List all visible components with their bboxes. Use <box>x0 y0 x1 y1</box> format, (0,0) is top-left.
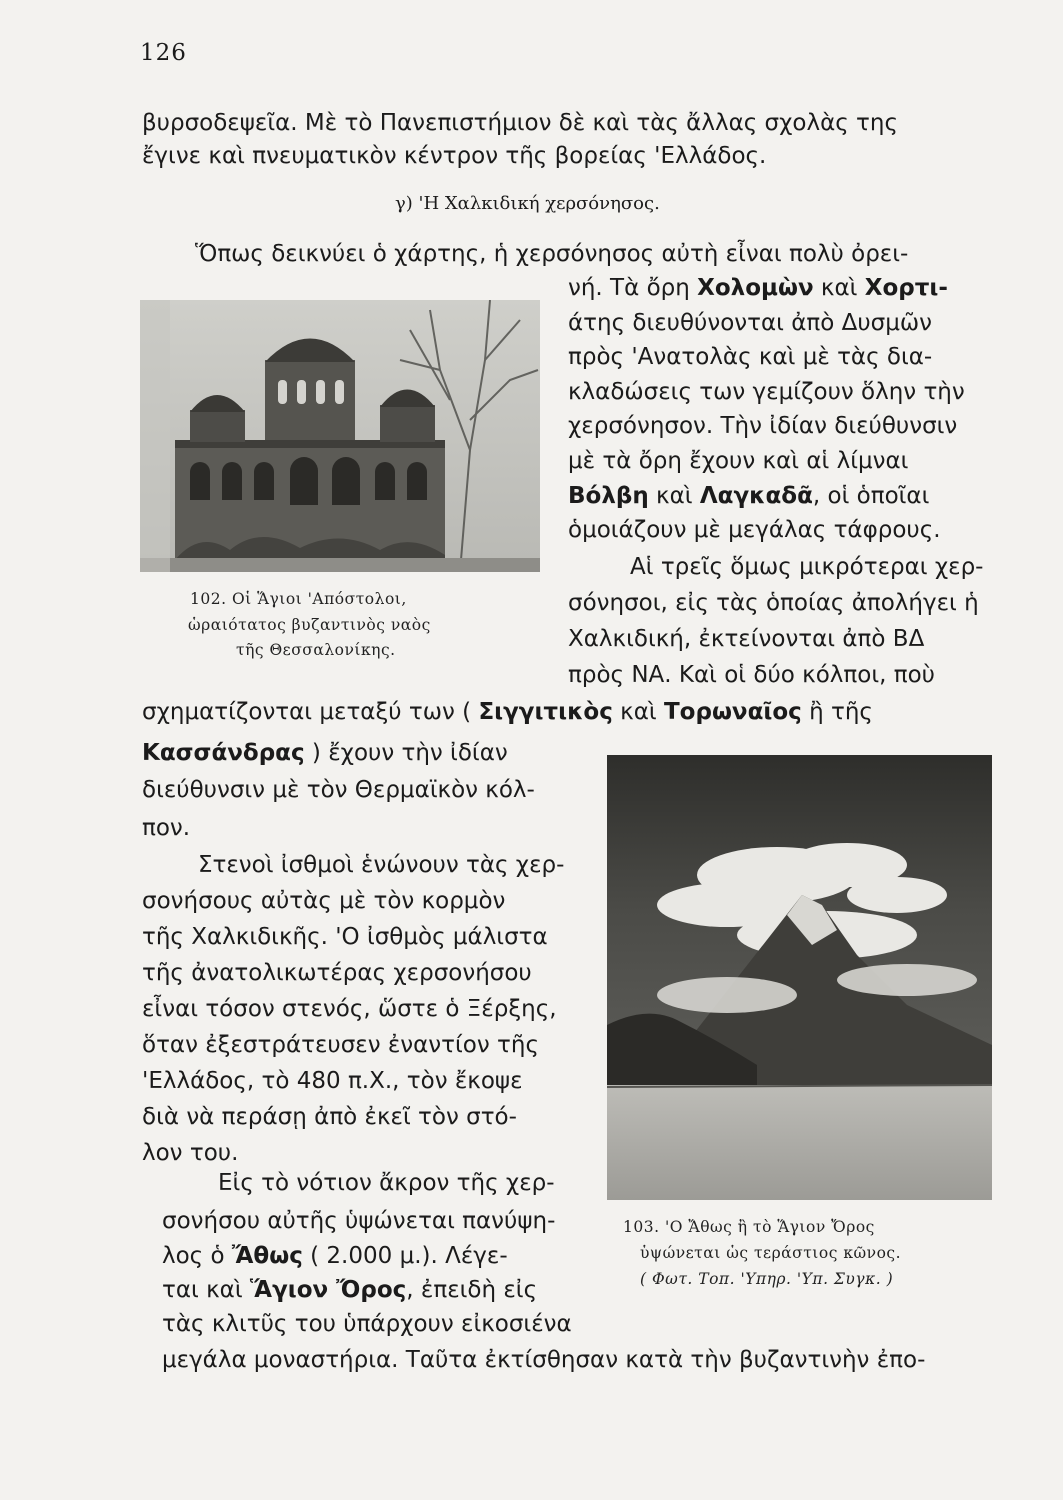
text-line: Χαλκιδική, ἐκτείνονται ἀπὸ ΒΔ <box>568 626 925 652</box>
text-line: Κασσάνδρας ) ἔχουν τὴν ἰδίαν <box>142 740 508 766</box>
text-line: σόνησοι, εἰς τὰς ὁποίας ἀπολήγει ἡ <box>568 590 979 616</box>
text-line: μεγάλα μοναστήρια. Ταῦτα ἐκτίσθησαν κατὰ τὴν βυζαντινὴν ἐπο- <box>162 1347 926 1373</box>
figure-caption: ὑψώνεται ὡς τεράστιος κῶνος. <box>640 1244 902 1262</box>
text-line: άτης διευθύνονται ἀπὸ Δυσμῶν <box>568 310 932 336</box>
text-line: λον του. <box>142 1140 239 1166</box>
text-line: ὁμοιάζουν μὲ μεγάλας τάφρους. <box>568 517 941 543</box>
figure-caption: ὡραιότατος βυζαντινὸς ναὸς <box>188 616 431 634</box>
text-line: ἔγινε καὶ πνευματικὸν κέντρον τῆς βορείας 'Ελλάδος. <box>142 143 767 169</box>
text-line: 'Ελλάδος, τὸ 480 π.Χ., τὸν ἔκοψε <box>142 1068 523 1094</box>
figure-caption: 103. 'Ο Ἄθως ἢ τὸ Ἅγιον Ὄρος <box>623 1218 875 1236</box>
text-line: πον. <box>142 815 191 841</box>
text-line: πρὸς ΝΑ. Καὶ οἱ δύο κόλποι, ποὺ <box>568 662 935 688</box>
text-line: τὰς κλιτῦς του ὑπάρχουν εἰκοσιένα <box>162 1311 572 1337</box>
photo-credit: ( Φωτ. Τοπ. 'Υπηρ. 'Υπ. Συγκ. ) <box>640 1270 894 1288</box>
text-line: βυρσοδεψεῖα. Μὲ τὸ Πανεπιστήμιον δὲ καὶ τὰς ἄλλας σχολὰς της <box>142 110 898 136</box>
text-line: σονήσου αὐτῆς ὑψώνεται πανύψη- <box>162 1208 556 1234</box>
figure-caption: τῆς Θεσσαλονίκης. <box>236 641 396 659</box>
mount-athos-photo <box>607 755 992 1200</box>
text-line: Εἰς τὸ νότιον ἄκρον τῆς χερ- <box>218 1170 555 1196</box>
text-line: Αἱ τρεῖς ὅμως μικρότεραι χερ- <box>630 554 984 580</box>
text-line: πρὸς 'Ανατολὰς καὶ μὲ τὰς δια- <box>568 344 933 370</box>
text-line: Στενοὶ ἰσθμοὶ ἑνώνουν τὰς χερ- <box>198 852 565 878</box>
text-line: Βόλβη καὶ Λαγκαδᾶ, οἱ ὁποῖαι <box>568 483 930 509</box>
text-line: τῆς ἀνατολικωτέρας χερσονήσου <box>142 960 532 986</box>
text-line: σονήσους αὐτὰς μὲ τὸν κορμὸν <box>142 888 506 914</box>
text-line: νή. Τὰ ὄρη Χολομὼν καὶ Χορτι- <box>568 275 948 301</box>
section-heading: γ) 'Η Χαλκιδική χερσόνησος. <box>395 193 660 214</box>
text-line: διεύθυνσιν μὲ τὸν Θερμαϊκὸν κόλ- <box>142 777 535 803</box>
text-line: Ὅπως δεικνύει ὁ χάρτης, ἡ χερσόνησος αὐτὴ εἶναι πολὺ ὀρει- <box>195 241 909 267</box>
church-photo <box>140 300 540 572</box>
text-line: ὅταν ἐξεστράτευσεν ἐναντίον τῆς <box>142 1032 539 1058</box>
text-line: λος ὁ Ἄθως ( 2.000 μ.). Λέγε- <box>162 1243 508 1269</box>
text-line: ται καὶ Ἅγιον Ὄρος, ἐπειδὴ εἰς <box>162 1277 538 1303</box>
text-line: μὲ τὰ ὄρη ἔχουν καὶ αἱ λίμναι <box>568 448 909 474</box>
text-line: τῆς Χαλκιδικῆς. 'Ο ἰσθμὸς μάλιστα <box>142 924 548 950</box>
page-number: 126 <box>140 40 187 66</box>
figure-caption: 102. Οἱ Ἅγιοι 'Απόστολοι, <box>190 590 407 608</box>
text-line: σχηματίζονται μεταξύ των ( Σιγγιτικὸς καὶ Τορωναῖος ἢ τῆς <box>142 699 873 725</box>
text-line: κλαδώσεις των γεμίζουν ὅλην τὴν <box>568 379 965 405</box>
text-line: διὰ νὰ περάσῃ ἀπὸ ἐκεῖ τὸν στό- <box>142 1104 517 1130</box>
text-line: εἶναι τόσον στενός, ὥστε ὁ Ξέρξης, <box>142 996 557 1022</box>
text-line: χερσόνησον. Τὴν ἰδίαν διεύθυνσιν <box>568 413 958 439</box>
